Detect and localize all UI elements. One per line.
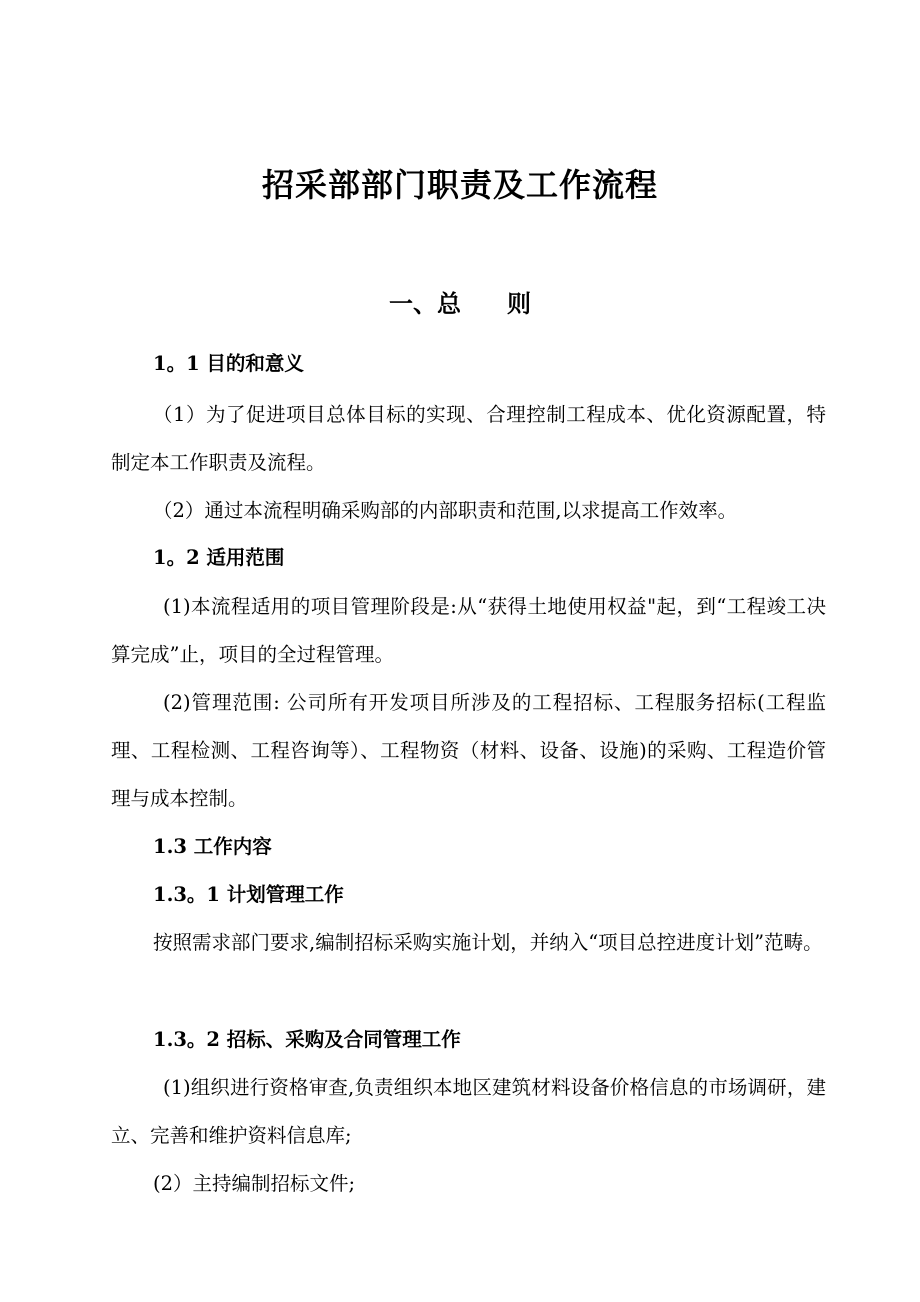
paragraph-1-2-2 xyxy=(111,679,826,823)
heading-1-3: 1.3 工作内容 xyxy=(153,835,272,858)
paragraph-1-1-1 xyxy=(111,391,826,487)
document-title: 招采部部门职责及工作流程 xyxy=(261,166,658,204)
paragraph-text: (1)组织进行资格审查,负责组织本地区建筑材料设备价格信息的市场调研，建立、完善和维护资料信息库; xyxy=(111,1076,826,1147)
paragraph-text: （1）为了促进项目总体目标的实现、合理控制工程成本、优化资源配置，特制定本工作职责及流程。 xyxy=(111,403,826,474)
heading-1-2: 1。2 适用范围 xyxy=(153,546,285,569)
paragraph-1-2-1 xyxy=(111,583,826,679)
section-heading-suffix: 则 xyxy=(507,290,531,318)
paragraph-1-1-2 xyxy=(111,487,826,535)
section-heading-general xyxy=(0,284,920,324)
paragraph-1-3-1 xyxy=(111,919,826,967)
paragraph-text: （2）通过本流程明确采购部的内部职责和范围,以求提高工作效率。 xyxy=(153,499,738,522)
heading-1-1: 1。1 目的和意义 xyxy=(153,352,304,375)
section-heading-prefix: 一、总 xyxy=(389,290,461,318)
paragraph-1-3-2-1 xyxy=(111,1064,826,1160)
heading-1-3-1: 1.3。1 计划管理工作 xyxy=(153,883,344,906)
paragraph-text: (1)本流程适用的项目管理阶段是:从“获得土地使用权益"起，到“工程竣工决算完成”止，项目的全过程管理。 xyxy=(111,595,826,666)
heading-1-3-2: 1.3。2 招标、采购及合同管理工作 xyxy=(153,1028,461,1051)
paragraph-text: 按照需求部门要求,编制招标采购实施计划，并纳入“项目总控进度计划”范畴。 xyxy=(153,931,823,954)
paragraph-text: (2)管理范围: 公司所有开发项目所涉及的工程招标、工程服务招标(工程监理、工程检测、工程咨询等）、工程物资（材料、设备、设施)的采购、工程造价管理与成本控制。 xyxy=(111,691,826,810)
paragraph-1-3-2-2: (2）主持编制招标文件; xyxy=(153,1172,356,1195)
